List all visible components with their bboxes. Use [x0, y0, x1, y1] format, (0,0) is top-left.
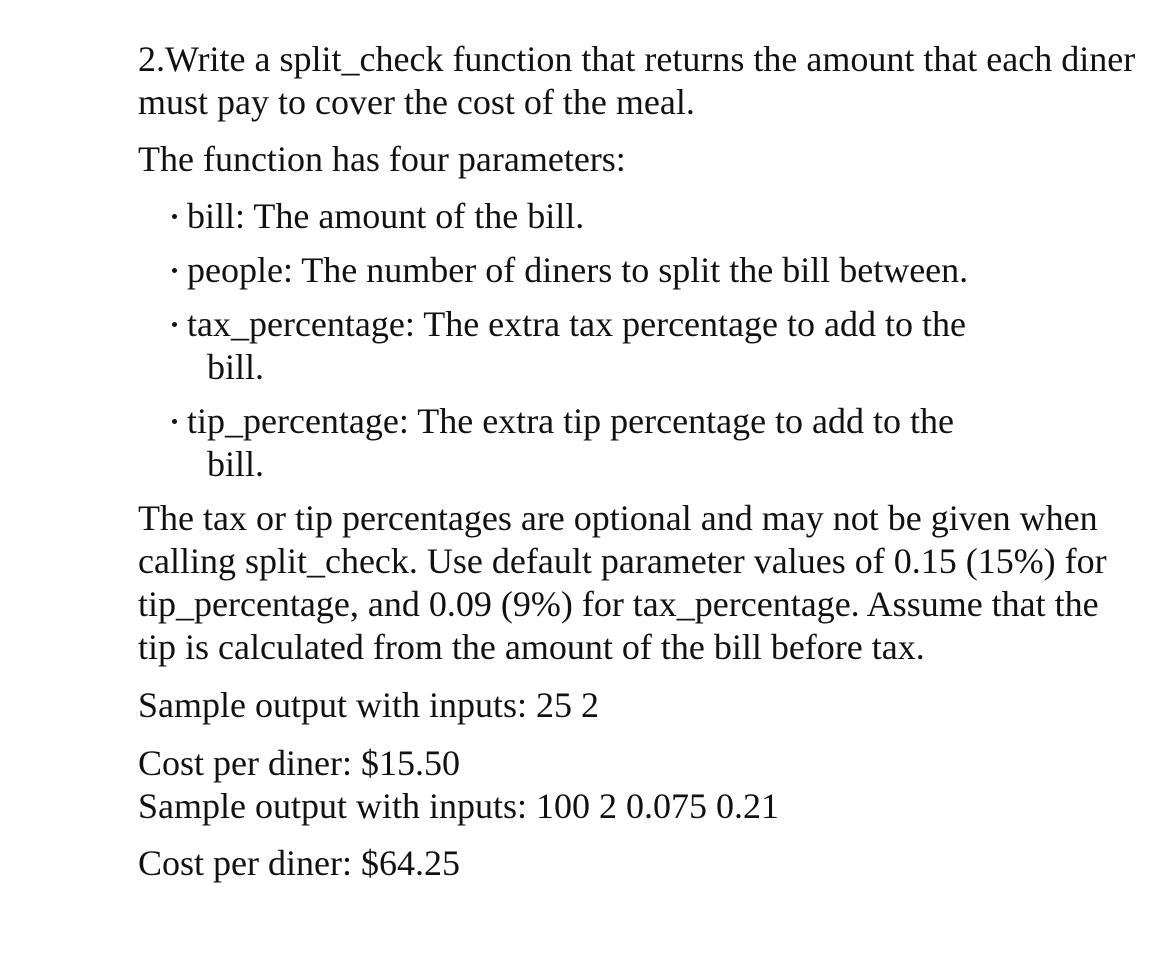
problem-statement: [138, 38, 1138, 885]
bullet-icon: [172, 214, 177, 219]
parameter-text-continued: bill.: [207, 347, 265, 387]
parameter-text: tip_percentage: The extra tip percentage to add to the: [187, 401, 955, 441]
parameter-item-bill: [172, 195, 1138, 238]
defaults-paragraph: The tax or tip percentages are optional and may not be given when calling split_check. Use default parameter values of 0.15 (15%) for tip_percentage, and 0.09 (9%) for tax_percentage. Assume that the tip is calculated from the amount of the bill before tax.: [138, 498, 1107, 667]
parameter-text-continued: bill.: [207, 444, 265, 484]
sample-1-label: Sample output with inputs: 25 2: [138, 685, 600, 725]
parameter-text: people: The number of diners to split the bill between.: [187, 250, 969, 290]
parameter-list: [172, 195, 1138, 486]
sample-1-output: Cost per diner: $15.50: [138, 743, 460, 783]
bullet-icon: [172, 268, 177, 273]
sample-2-label: Sample output with inputs: 100 2 0.075 0.21: [138, 786, 780, 826]
problem-title: 2.Write a split_check function that returns the amount that each diner must pay to cover the cost of the meal.: [138, 39, 1136, 122]
parameter-text: tax_percentage: The extra tax percentage to add to the: [187, 304, 966, 344]
parameter-item-people: [172, 249, 1138, 292]
sample-2-output: Cost per diner: $64.25: [138, 843, 460, 883]
parameters-intro: The function has four parameters:: [138, 139, 626, 179]
bullet-icon: [172, 322, 177, 327]
bullet-icon: [172, 419, 177, 424]
parameter-item-tax-percentage: [172, 303, 1138, 389]
parameter-item-tip-percentage: [172, 400, 1138, 486]
parameter-text: bill: The amount of the bill.: [187, 196, 585, 236]
